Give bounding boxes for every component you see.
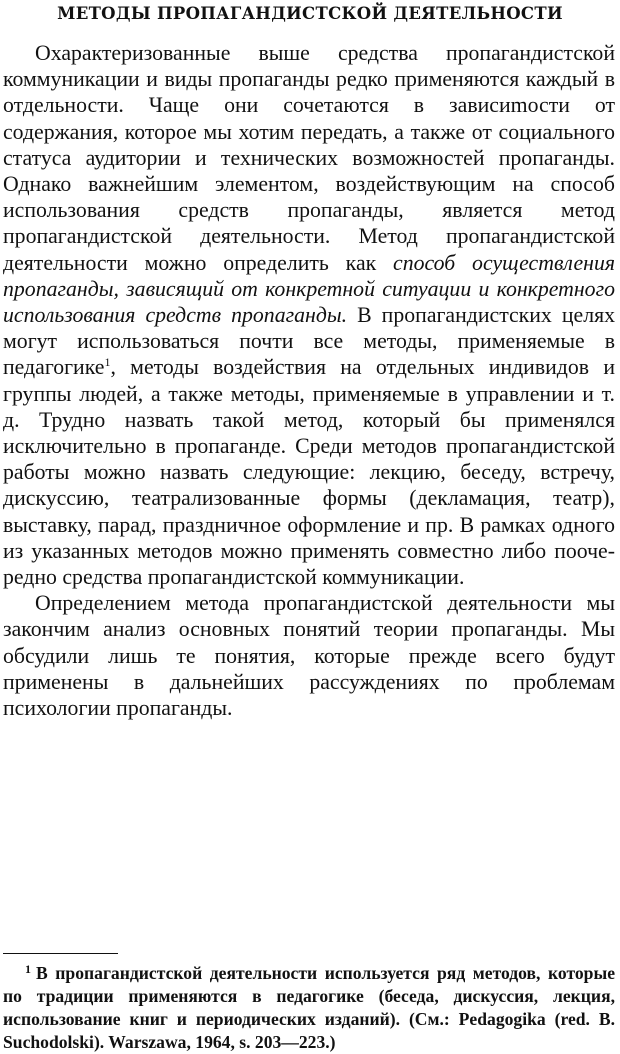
footnote-divider: [3, 953, 118, 954]
paragraph-1-text-middle: В пропагандистских целях могут использоваться почти все методы, применяемые в педагогике: [3, 303, 615, 380]
footnote-text: В пропагандистской деятельности используется ряд методов, которые по традиции применяются в педагогике (беседа, дискуссия, лекция, использование книг и периодических изданий). (См.: Pedagogika (red. B. Suchodolski). Warszawa, 1964, s. 203—223.): [3, 963, 615, 1052]
paragraph-1-text-end: , методы воздействия на отдельных индивидов и группы людей, а также методы, применяемые в управлении и т. д. Трудно назвать такой метод, который бы применялся исключительно в пропаганде. Среди методов пропагандистской работы можно назвать следующие: лекцию, беседу, встречу, дискуссию, театрализованные формы (декламация, театр), выставку, парад, праздничное оформление и пр. В рамках одного из указанных методов можно применять совместно либо поочередно средства пропагандистской коммуникации.: [3, 355, 615, 590]
section-heading: МЕТОДЫ ПРОПАГАНДИСТСКОЙ ДЕЯТЕЛЬНОСТИ: [57, 4, 563, 23]
paragraph-2: Определением метода пропагандистской деятельности мы закончим анализ основных понятий теории пропаганды. Мы обсудили лишь те понятия, которые прежде всего будут применены в дальнейших рассуждениях по проблемам психологии пропаганды.: [3, 591, 615, 721]
main-text: [3, 40, 615, 721]
paragraph-1-text-start: Охарактеризованные выше средства пропагандистской коммуникации и виды пропаганды редко применяются каждый в отдельности. Чаще они сочетаются в зависиmости от содержания, которое мы хотим передать, а также от социального статуса аудитории и технических возможностей пропаганды. Однако важнейшим элементом, воздействующим на способ использования средств пропаганды, является метод пропагандистской деятельности. Метод пропагандистской деятельности можно определить как: [3, 41, 615, 275]
footnote: 1 В пропагандистской деятельности используется ряд методов, которые по традиции применяются в педагогике (беседа, дискуссия, лекция, использование книг и периодических изданий). (См.: Pedagogika (red. B. Suchodolski). Warszawa, 1964, s. 203—223.): [3, 962, 615, 1052]
footnote-reference[interactable]: 1: [104, 355, 111, 370]
paragraph-1: [3, 40, 615, 590]
paragraph-1-italic-definition: способ осуществления пропаганды, зависящий от конкретной ситуации и конкретного использования средств пропаганды.: [3, 250, 615, 328]
